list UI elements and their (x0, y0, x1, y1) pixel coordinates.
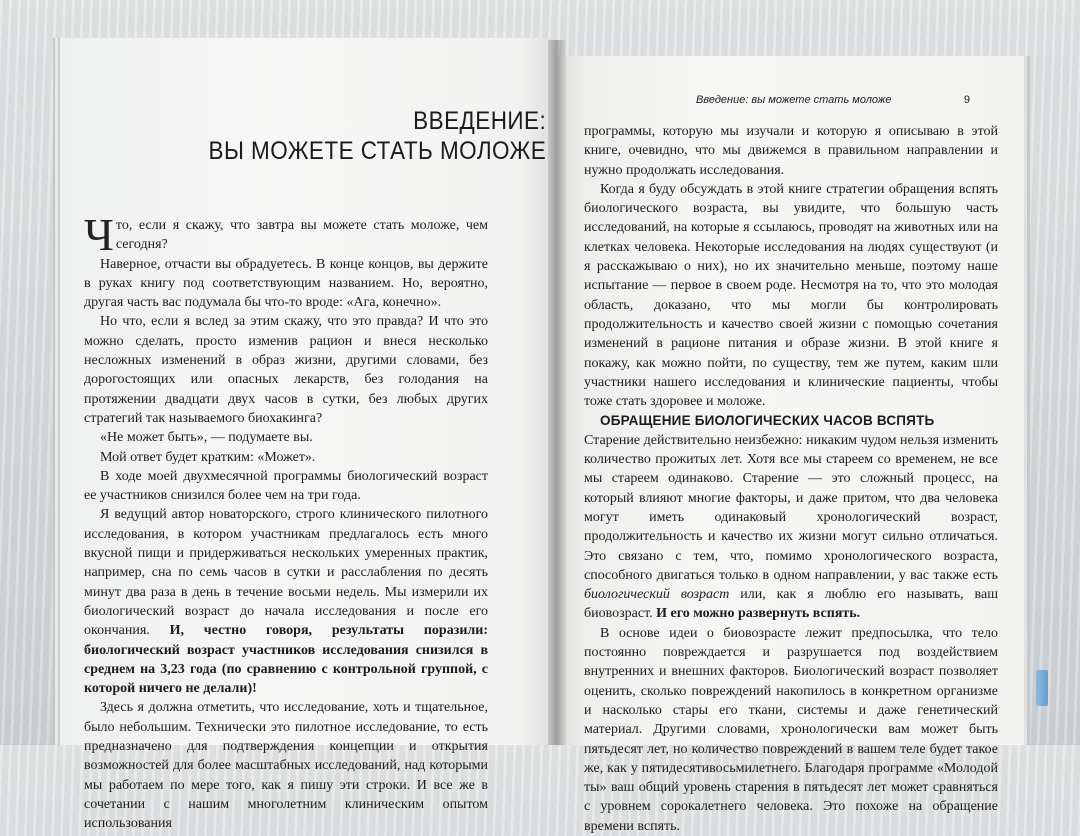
left-paragraph-8: Здесь я должна отметить, что исследование, хоть и тщательное, было небольшим. Технически это пилотное исследование, то есть предназначено для подтверждения концепции и открытия возможностей для более масштабных исследований, над которыми мы работаем по мере того, как я пишу эти строки. И все же в сочетании с нашим многолетним клиническим опытом использования (84, 700, 488, 832)
left-paragraph-1: Что, если я скажу, что завтра вы можете стать моложе, чем сегодня? (84, 209, 488, 260)
book-spine (548, 40, 566, 745)
right-page (556, 56, 1024, 834)
left-paragraph-5: Мой ответ будет кратким: «Может». (100, 449, 316, 465)
right-paragraph-2: Когда я буду обсуждать в этой книге стратегии обращения вспять биологического возраста, вы увидите, что большую часть исследований, на которые я ссылаюсь, проводят на животных или на клетках человека. Некоторые исследования на людях существуют (и я расскажываю о них), но их значительно меньше, поэтому наше испытание — первое в своем роде. Несмотря на то, что это молодая область, доказано, что мы могли бы контролировать продолжительность и качество своей жизни с помощью сочетания изменений в рационе питания и образе жизни. В этой книге я покажу, как можно пойти, по существу, тем же путем, каким шли участники нашего исследования и клинические пациенты, чтобы тоже стать здоровее и моложе. (584, 181, 998, 410)
chapter-title-line2: ВЫ МОЖЕТЕ СТАТЬ МОЛОЖЕ (208, 137, 546, 165)
left-paragraph-2: Наверное, отчасти вы обрадуетесь. В конце концов, вы держите в руках книгу под соответствующим названием. Но, вероятно, другая часть вас подумала бы что-то вроде: «Ага, конечно». (84, 256, 488, 311)
right-page-body (584, 122, 998, 836)
bookmark-tab (1036, 670, 1048, 706)
left-page-body (84, 209, 488, 834)
left-paragraph-4: «Не может быть», — подумаете вы. (100, 430, 313, 446)
left-paragraph-3: Но что, если я вслед за этим скажу, что это правда? И что это можно сделать, просто изменив рацион и внеся несколько несложных изменений в образ жизни, другими словами, без дорогостоящих или опасных лекарств, без голодания на протяжении двадцати двух часов в сутки, без любых других стратегий так называемого биохакинга? (84, 314, 488, 426)
running-head: Введение: вы можете стать моложе (696, 94, 892, 106)
section-heading: ОБРАЩЕНИЕ БИОЛОГИЧЕСКИХ ЧАСОВ ВСПЯТЬ (600, 413, 935, 429)
page-number: 9 (963, 94, 970, 106)
left-paragraph-7: Я ведущий автор новаторского, строго клинического пилотного исследования, в котором участникам предлагалось есть много вкусной пищи и придерживаться нескольких умеренных практик, например, сна по семь часов в сутки и расслабления по десять минут два раза в день в течение восьми недель. Мы измерили их биологический возраст до начала исследования и после его окончания. И, честно говоря, результаты поразили: биологический возраст участников исследования снизился в среднем на 3,23 года (по сравнению с контрольной группой, с которой ничего не делали)! (84, 507, 488, 697)
right-paragraph-3: Старение действительно неизбежно: никаким чудом нельзя изменить количество прожитых лет. Хотя все мы стареем со временем, не все мы стареем одинаково. Старение — это сложный процесс, на который влияют многие факторы, и даже притом, что два человека могут иметь одинаковый хронологический возраст, продолжительность и качество их жизни могут сильно отличаться. Это связано с тем, что, помимо хронологического возраста, способного двигаться только в одном направлении, у вас также есть биологический возраст или, как я люблю его называть, ваш биовозраст. И его можно развернуть вспять. (584, 432, 998, 622)
left-paragraph-6: В ходе моей двухмесячной программы биологический возраст ее участников снизился более чем на три года. (84, 468, 488, 504)
chapter-title-line1: ВВЕДЕНИЕ: (412, 107, 546, 135)
right-paragraph-4: В основе идеи о биовозрасте лежит предпосылка, что тело постоянно повреждается и разрушается под воздействием внутренних и внешних факторов. Биологический возраст позволяет оценить, сколько повреждений накопилось в конкретном организме и насколько стары его ткани, системы и даже генетический материал. Другими словами, хронологически вам может быть пятьдесят лет, но количество повреждений в вашем теле будет такое же, как у пятидесятивосьмилетнего. Благодаря программе «Молодой ты» ваш общий уровень старения в пятьдесят лет может сравняться с уровнем сорокалетнего человека. Это похоже на обращение времени вспять. (584, 625, 998, 834)
chapter-title (208, 106, 546, 166)
left-bold-result: И, честно говоря, результаты поразили: биологический возраст участников исследования снизился в среднем на 3,23 года (по сравнению с контрольной группой, с которой ничего не делали)! (84, 623, 488, 697)
dropcap: Ч (84, 209, 114, 260)
right-paragraph-1: программы, которую мы изучали и которую я описываю в этой книге, очевидно, что мы движемся в правильном направлении и нужно продолжать исследования. (584, 124, 998, 178)
bold-statement: И его можно развернуть вспять. (656, 606, 861, 622)
italic-term: биологический возраст (584, 587, 730, 603)
